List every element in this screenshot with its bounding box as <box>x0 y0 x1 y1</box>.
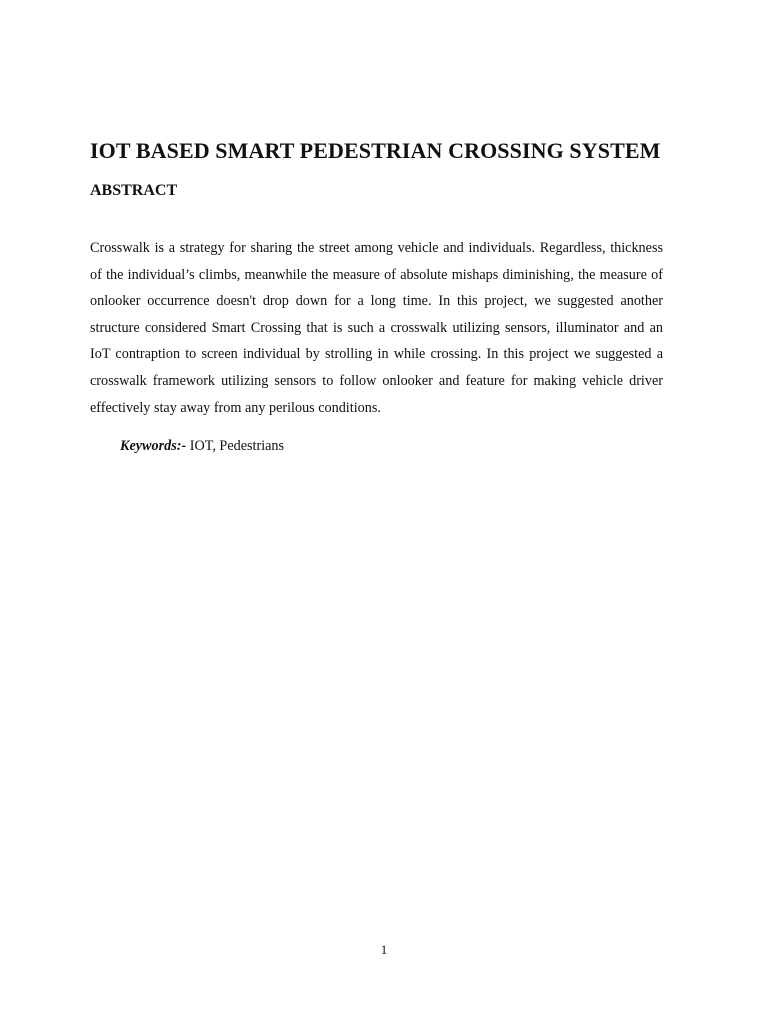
document-title: IOT BASED SMART PEDESTRIAN CROSSING SYSTEM <box>90 138 661 163</box>
keywords-label: Keywords:- <box>120 438 187 454</box>
keywords-line <box>120 438 284 455</box>
abstract-paragraph: Crosswalk is a strategy for sharing the street among vehicle and individuals. Regardless, thickness of the individual’s climbs, meanwhile the measure of absolute mishaps diminishing, the measure of onlooker occurrence doesn't drop down for a long time. In this project, we suggested another structure considered Smart Crossing that is such a crosswalk utilizing sensors, illuminator and an IoT contraption to screen individual by strolling in while crossing. In this project we suggested a crosswalk framework utilizing sensors to follow onlooker and feature for making vehicle driver effectively stay away from any perilous conditions. <box>90 240 663 416</box>
abstract-heading: ABSTRACT <box>90 182 178 199</box>
page-number: 1 <box>380 942 388 957</box>
keywords-value: IOT, Pedestrians <box>186 438 285 454</box>
